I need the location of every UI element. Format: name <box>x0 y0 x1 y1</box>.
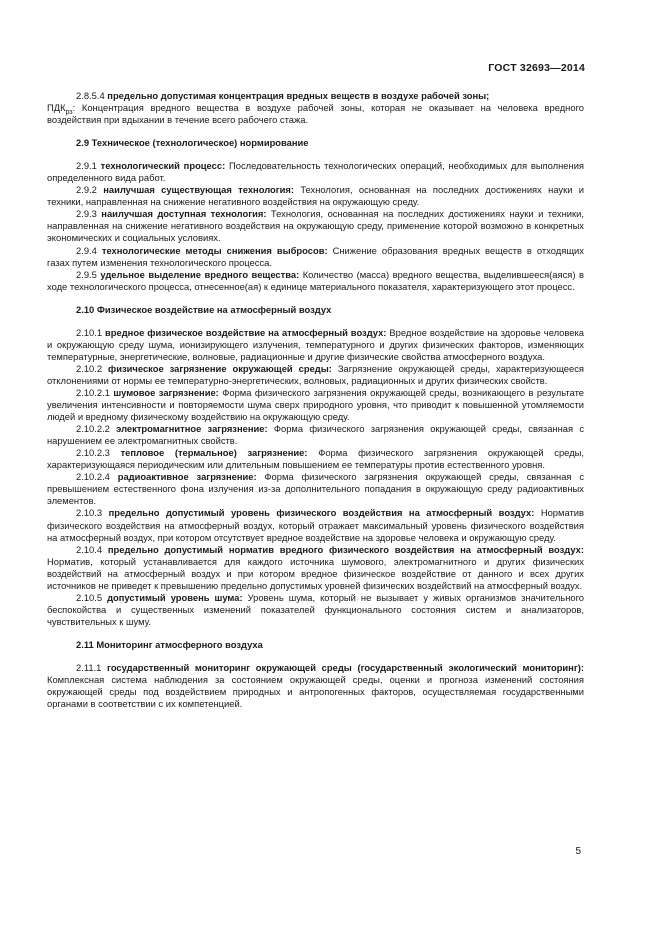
definition-text: Снижение образования вредных веществ в отходящих газах путем изменения технологического процесса. <box>47 244 584 268</box>
definition-text: Норматив физического воздействия на атмосферный воздух, который отражает максимальный уровень физического воздействия на атмосферный воздух, при котором отсутствует вредное воздействие на здоровье человека и окружающую среду. <box>47 507 584 543</box>
section-heading <box>47 639 584 651</box>
term-definition <box>47 269 584 293</box>
term-definition <box>47 507 584 543</box>
term: вредное физическое воздействие на атмосферный воздух: <box>105 326 387 338</box>
term: допустимый уровень шума: <box>107 591 243 603</box>
clause-number: 2.10.2.1 <box>76 386 110 398</box>
clause-number: 2.10.2.2 <box>76 423 110 435</box>
term: электромагнитное загрязнение: <box>116 423 268 435</box>
clause-number: 2.9.5 <box>76 268 97 280</box>
term: технологические методы снижения выбросов: <box>101 244 328 256</box>
section-title: Физическое воздействие на атмосферный воздух <box>96 303 332 315</box>
definition-text: : Концентрация вредного вещества в воздухе рабочей зоны, которая не оказывает на человека вредного воздействия при вдыхании в течение всего рабочего стажа. <box>47 102 584 126</box>
section-number: 2.9 <box>76 137 90 149</box>
clause-number: 2.10.2.3 <box>76 447 110 459</box>
term-definition <box>47 363 584 387</box>
section-heading <box>47 137 584 149</box>
term: государственный мониторинг окружающей среды (государственный экологический мониторинг): <box>107 661 584 673</box>
definition-text: Форма физического загрязнения окружающей среды, связанная с превышением естественного фона излучения из-за дополнительного попадания в окружающую среду радиоактивных элементов. <box>47 471 585 507</box>
definition-text: Форма физического загрязнения окружающей среды, характеризующаяся периодическим или длительным повышением ее температуры против естественного уровня. <box>47 447 585 471</box>
term: наилучшая существующая технология: <box>103 184 295 196</box>
section-gap <box>47 149 584 160</box>
clause-number: 2.9.2 <box>76 184 97 196</box>
term: наилучшая доступная технология: <box>101 208 267 220</box>
abbreviation: ПДК <box>47 102 66 114</box>
term: предельно допустимый уровень физического воздействия на атмосферный воздух: <box>108 507 535 519</box>
definition-text: Форма физического загрязнения окружающей среды, связанная с нарушением ее электромагнитных свойств. <box>47 423 585 447</box>
section-gap <box>47 316 584 327</box>
section-gap <box>47 126 584 137</box>
definition-text: Комплексная система наблюдения за состоянием окружающей среды, оценки и прогноза изменений состояния окружающей среды под воздействием природных и антропогенных факторов, осуществляемая государственными органами в соответствии с их компетенцией. <box>47 674 584 710</box>
page-number: 5 <box>575 846 581 857</box>
clause-number: 2.10.1 <box>76 326 103 338</box>
term: предельно допустимый норматив вредного физического воздействия на атмосферный воздух: <box>107 543 584 555</box>
section-number: 2.10 <box>76 303 95 315</box>
clause-number: 2.9.3 <box>76 208 97 220</box>
definition-text: Количество (масса) вредного вещества, выделившееся(аяся) в ходе технологического процесса, отнесенное(ая) к единице материального показателя, характеризующего этот процесс. <box>47 268 584 292</box>
clause-number: 2.9.4 <box>76 244 97 256</box>
term-definition <box>47 160 584 184</box>
term-definition <box>47 447 584 471</box>
definition-text: Норматив, который устанавливается для каждого источника шумового, электромагнитного и других физических воздействий на атмосферный воздух и при котором вредное физическое воздействие от данного и всех других источников не приведет к превышению предельно допустимых уровней физических воздействий на атмосферный воздух. <box>47 555 584 591</box>
definition-text: Загрязнение окружающей среды, характеризующееся отклонениями от нормы ее температурно-энергетических, волновых, радиационных и других физических свойств. <box>47 362 584 386</box>
term-definition <box>47 662 584 710</box>
clause-number: 2.8.5.4 <box>76 90 105 101</box>
definition-text: Технология, основанная на последних достижениях науки и техники, направленная на снижение негативного воздействия на окружающую среду. <box>47 184 585 208</box>
term-definition <box>47 544 584 592</box>
clause-number: 2.10.2 <box>76 362 103 374</box>
term: удельное выделение вредного вещества: <box>100 268 300 280</box>
clause-number: 2.9.1 <box>76 160 97 172</box>
section-gap <box>47 651 584 662</box>
term: шумовое загрязнение: <box>113 386 219 398</box>
term-definition <box>47 184 584 208</box>
term-definition <box>47 208 584 244</box>
section-gap <box>47 293 584 304</box>
term-definition <box>47 327 584 363</box>
clause-number: 2.11.1 <box>76 661 102 673</box>
term: физическое загрязнение окружающей среды: <box>108 362 332 374</box>
clause-number: 2.10.3 <box>76 507 103 519</box>
term-definition <box>47 245 584 269</box>
standard-code-header: ГОСТ 32693—2014 <box>488 62 585 74</box>
section-number: 2.11 <box>76 638 94 650</box>
term: предельно допустимая концентрация вредных веществ в воздухе рабочей зоны; <box>107 90 490 101</box>
section-title: Мониторинг атмосферного воздуха <box>96 638 263 650</box>
term-definition <box>47 423 584 447</box>
abbreviation-subscript: рз <box>65 108 73 116</box>
section-title: Техническое (технологическое) нормирование <box>91 137 309 149</box>
definition-text: Вредное воздействие на здоровье человека и окружающую среду шума, ионизирующего излучения, температурного и других физических факторов, изменяющих температурные, энергетические, волновые, радиационные и другие физические свойства атмосферного воздуха. <box>47 326 584 362</box>
section-heading <box>47 304 584 316</box>
definition-text: Форма физического загрязнения окружающей среды, возникающего в результате увеличения интенсивности и повторяемости шума сверх природного уровня, что приводит к повышенной утомляемости людей и вредному физическому воздействию на окружающую среду. <box>47 386 584 423</box>
term: технологический процесс: <box>100 160 226 172</box>
document-body <box>47 90 584 710</box>
section-gap <box>47 628 584 639</box>
clause-number: 2.10.4 <box>76 543 103 555</box>
clause-number: 2.10.5 <box>76 591 103 603</box>
definition-text: Технология, основанная на последних достижениях науки и техники, направленная на снижение негативного воздействия на окружающую среду, применение которой возможно в конкретных экономических и социальных условиях. <box>47 208 584 244</box>
clause-number: 2.10.2.4 <box>76 471 110 483</box>
definition-text: Уровень шума, который не вызывает у живых организмов значительного беспокойства и существенных изменений показателей функционального состояния систем и анализаторов, чувствительных к шуму. <box>47 591 585 627</box>
term-definition <box>47 90 584 126</box>
definition-text: Последовательность технологических операций, необходимых для выполнения определенного вида работ. <box>47 160 585 184</box>
term: радиоактивное загрязнение: <box>117 471 257 483</box>
term-definition <box>47 592 584 628</box>
term: тепловое (термальное) загрязнение: <box>120 447 308 459</box>
term-definition <box>47 387 584 423</box>
term-definition <box>47 471 584 507</box>
